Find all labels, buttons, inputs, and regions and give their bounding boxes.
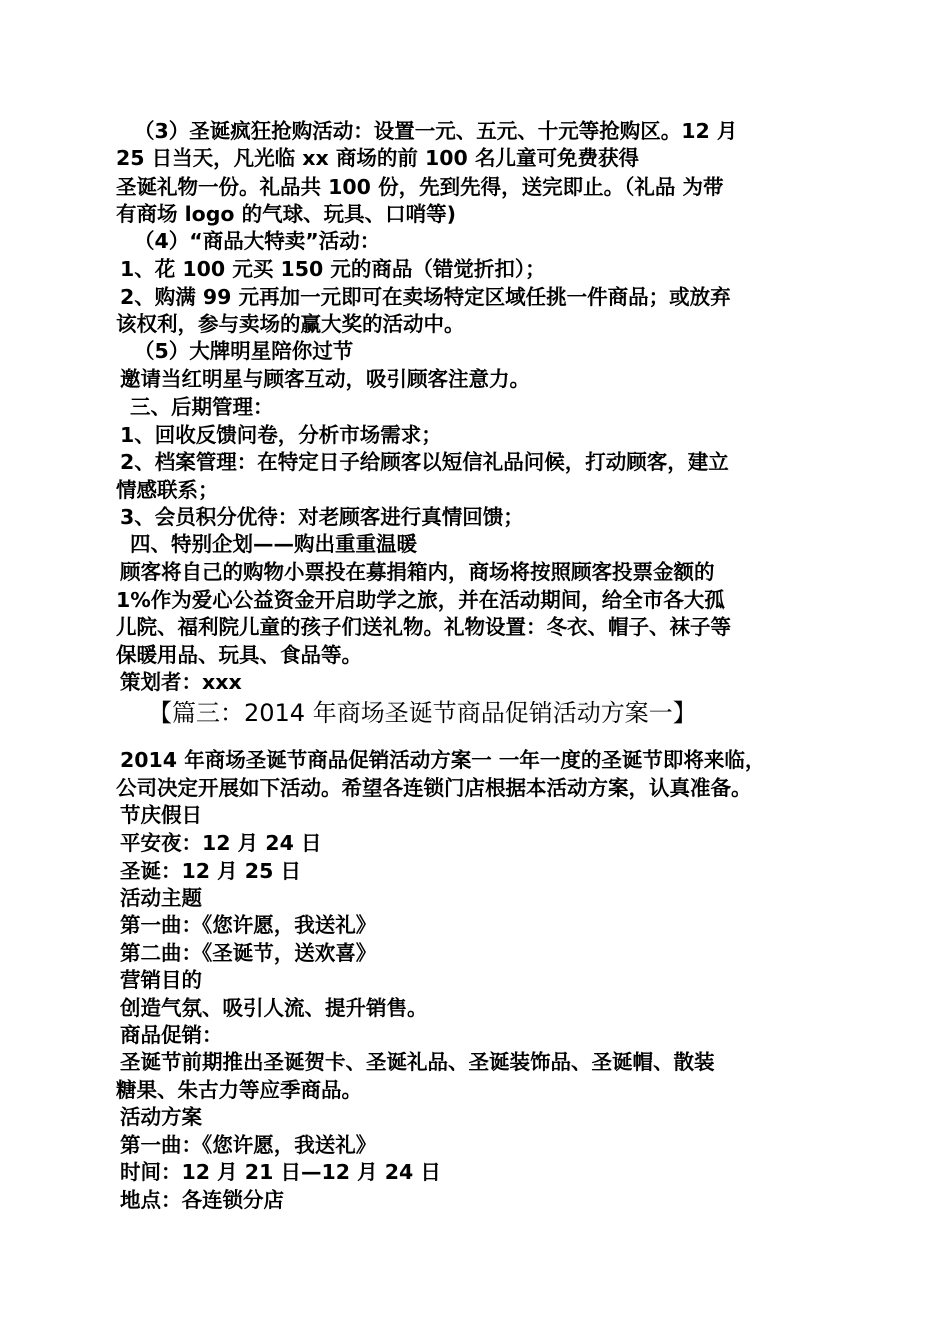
- text-line: 2014 年商场圣诞节商品促销活动方案一 一年一度的圣诞节即将来临，: [120, 748, 766, 772]
- text-line: 第一曲：《您许愿，我送礼》: [120, 1133, 377, 1157]
- text-line: （5）大牌明星陪你过节: [134, 339, 354, 363]
- text-line: 1、回收反馈问卷，分析市场需求；: [120, 423, 442, 447]
- text-line: 糖果、朱古力等应季商品。: [116, 1078, 362, 1102]
- text-line: 第一曲：《您许愿，我送礼》: [120, 913, 377, 937]
- text-line: 1、花 100 元买 150 元的商品（错觉折扣）；: [120, 257, 546, 281]
- text-line: 该权利，参与卖场的赢大奖的活动中。: [116, 312, 465, 336]
- text-line: 2、购满 99 元再加一元即可在卖场特定区域任挑一件商品；或放弃: [120, 285, 731, 309]
- text-line: 顾客将自己的购物小票投在募捐箱内，商场将按照顾客投票金额的: [120, 560, 715, 584]
- text-line: 邀请当红明星与顾客互动，吸引顾客注意力。: [120, 367, 530, 391]
- text-line: 3、会员积分优待：对老顾客进行真情回馈；: [120, 505, 524, 529]
- text-line: 1%作为爱心公益资金开启助学之旅，并在活动期间，给全市各大孤: [116, 588, 725, 612]
- subheading: 营销目的: [120, 968, 202, 992]
- text-line: 第二曲：《圣诞节，送欢喜》: [120, 941, 377, 965]
- text-line: 2、档案管理：在特定日子给顾客以短信礼品问候，打动顾客，建立: [120, 450, 729, 474]
- text-line: 保暖用品、玩具、食品等。: [116, 643, 362, 667]
- subheading: 节庆假日: [120, 803, 202, 827]
- text-line: 时间：12 月 21 日—12 月 24 日: [120, 1160, 441, 1184]
- text-line: 儿院、福利院儿童的孩子们送礼物。礼物设置：冬衣、帽子、袜子等: [116, 615, 731, 639]
- text-line: 地点：各连锁分店: [120, 1188, 284, 1212]
- section-title: 四、特别企划——购出重重温暖: [130, 532, 417, 556]
- section-heading: 【篇三：2014 年商场圣诞节商品促销活动方案一】: [148, 699, 697, 727]
- text-line: 圣诞礼物一份。礼品共 100 份，先到先得，送完即止。（礼品 为带: [116, 175, 724, 199]
- text-line: （3）圣诞疯狂抢购活动：设置一元、五元、十元等抢购区。12 月: [134, 119, 738, 143]
- text-line: 有商场 logo 的气球、玩具、口哨等): [116, 202, 457, 226]
- text-line: 创造气氛、吸引人流、提升销售。: [120, 996, 428, 1020]
- text-line: 平安夜：12 月 24 日: [120, 831, 322, 855]
- text-line: 情感联系；: [116, 478, 219, 502]
- subheading: 活动主题: [120, 886, 202, 910]
- author-line: 策划者：xxx: [120, 670, 242, 694]
- text-line: 圣诞：12 月 25 日: [120, 859, 301, 883]
- section-title: 三、后期管理：: [130, 395, 274, 419]
- text-line: 圣诞节前期推出圣诞贺卡、圣诞礼品、圣诞装饰品、圣诞帽、散装: [120, 1050, 715, 1074]
- subheading: 商品促销：: [120, 1023, 223, 1047]
- text-line: （4）“商品大特卖”活动：: [134, 229, 381, 253]
- subheading: 活动方案: [120, 1105, 202, 1129]
- text-line: 公司决定开展如下活动。希望各连锁门店根据本活动方案，认真准备。: [116, 776, 752, 800]
- text-line: 25 日当天，凡光临 xx 商场的前 100 名儿童可免费获得: [116, 146, 639, 170]
